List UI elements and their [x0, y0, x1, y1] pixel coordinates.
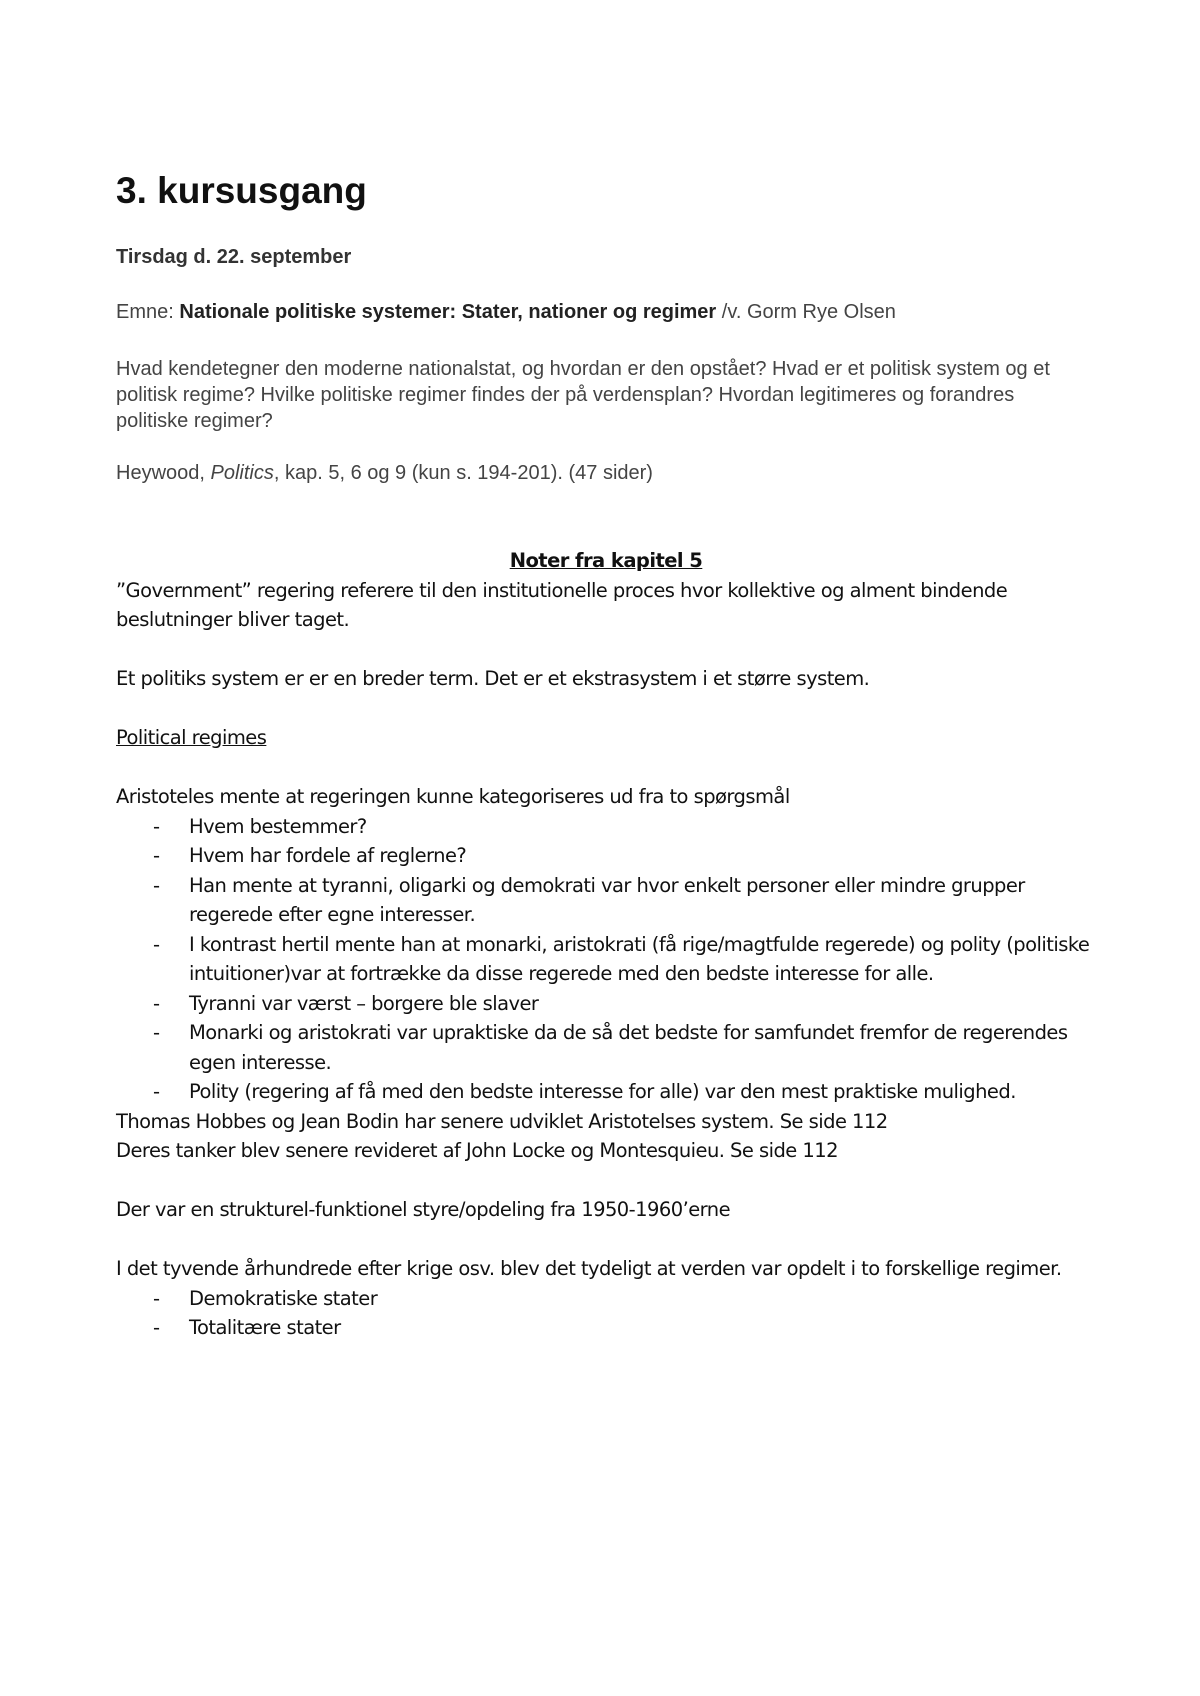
notes-heading: Noter fra kapitel 5: [509, 549, 703, 572]
chapter-notes: [116, 546, 1096, 1343]
intro-questions: Hvad kendetegner den moderne nationalstat, og hvordan er den opstået? Hvad er et politisk system og et politisk regime? Hvilke politiske regimer findes der på verdensplan? Hvordan legitimeres og forandres politiske regimer?: [116, 358, 1050, 432]
list-item: - Monarki og aristokrati var upraktiske da de så det bedste for samfundet fremfor de regerendes egen interesse.: [153, 1021, 1068, 1074]
twentieth-century-note: I det tyvende århundrede efter krige osv. blev det tydeligt at verden var opdelt i to forskellige regimer.: [116, 1257, 1062, 1280]
list-item: - Han mente at tyranni, oligarki og demokrati var hvor enkelt personer eller mindre grupper regerede efter egne interesser.: [153, 873, 1025, 926]
page-title: 3. kursusgang: [116, 170, 367, 211]
list-item: - Tyranni var værst – borgere ble slaver: [153, 991, 539, 1015]
list-item: - I kontrast hertil mente han at monarki, aristokrati (få rige/magtfulde regerede) og polity (politiske intuitioner)var at fortrække da disse regerede med den bedste interesse for alle.: [153, 932, 1090, 985]
reading-author: Heywood,: [116, 462, 205, 484]
regime-types-list: [116, 1284, 1096, 1343]
aristoteles-list: [116, 812, 1096, 1107]
political-system-definition: Et politiks system er er en breder term. Det er et ekstrasystem i et større system.: [116, 667, 870, 690]
reading-reference: [116, 462, 653, 485]
government-definition: ”Government” regering referere til den institutionelle proces hvor kollektive og alment bindende beslutninger bliver taget.: [116, 578, 1008, 631]
locke-note: Deres tanker blev senere revideret af John Locke og Montesquieu. Se side 112: [116, 1139, 838, 1162]
list-item: - Hvem har fordele af reglerne?: [153, 844, 467, 867]
political-regimes-subheading: Political regimes: [116, 726, 267, 749]
session-date: Tirsdag d. 22. september: [116, 246, 352, 268]
hobbes-note: Thomas Hobbes og Jean Bodin har senere udviklet Aristotelses system. Se side 112: [116, 1109, 888, 1133]
topic-line: [116, 301, 896, 324]
list-item: - Hvem bestemmer?: [153, 814, 367, 838]
topic-label: Emne:: [116, 301, 174, 323]
reading-book-title: Politics: [210, 462, 274, 484]
topic-lecturer: /v. Gorm Rye Olsen: [721, 301, 896, 323]
aristoteles-intro: Aristoteles mente at regeringen kunne kategoriseres ud fra to spørgsmål: [116, 785, 790, 808]
list-item: - Totalitære stater: [153, 1316, 341, 1339]
list-item: - Demokratiske stater: [153, 1286, 378, 1310]
topic-title: Nationale politiske systemer: Stater, nationer og regimer: [179, 301, 717, 323]
list-item: - Polity (regering af få med den bedste interesse for alle) var den mest praktiske mulighed.: [153, 1080, 1016, 1103]
reading-pages: , kap. 5, 6 og 9 (kun s. 194-201). (47 sider): [273, 462, 653, 484]
structural-functional-note: Der var en strukturel-funktionel styre/opdeling fra 1950-1960’erne: [116, 1198, 731, 1221]
